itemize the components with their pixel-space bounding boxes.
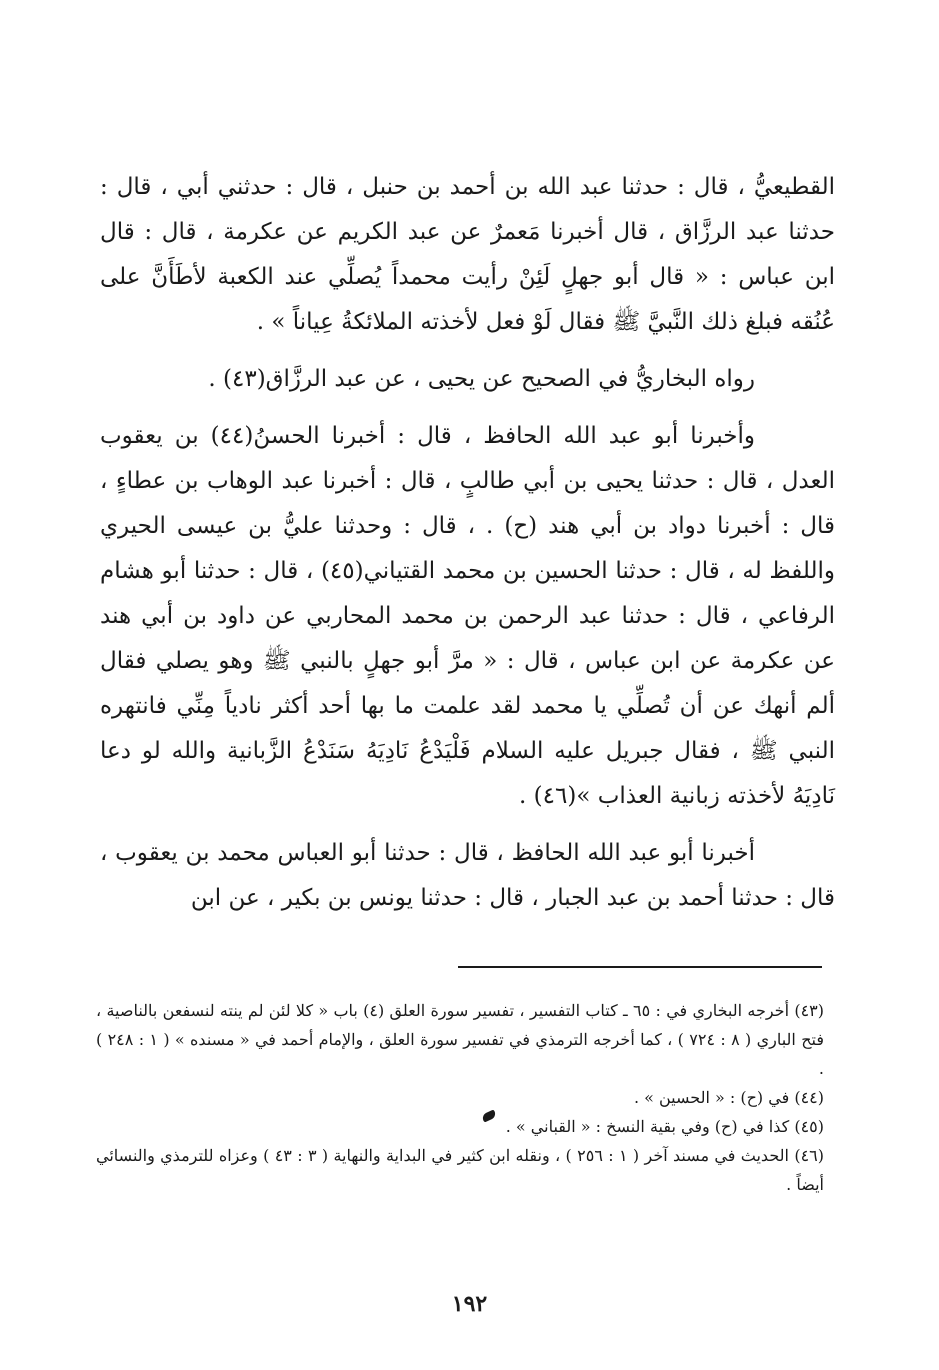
page-number: ١٩٢ <box>451 1291 488 1317</box>
footnote-46: (٤٦) الحديث في مسند آخر ( ١ : ٢٥٦ ) ، ونقله ابن كثير في البداية والنهاية ( ٣ : ٤٣ ) وعزاه للترمذي والنسائي أيضاً . <box>96 1146 824 1194</box>
paragraph-2: رواه البخاريُّ في الصحيح عن يحيى ، عن عبد الرزَّاق(٤٣) . <box>208 366 755 392</box>
footnote-45: (٤٥) كذا في (ح) وفي بقية النسخ : « القباني » . <box>505 1117 824 1136</box>
footnote-44: (٤٤) في (ح) : « الحسين » . <box>633 1088 824 1107</box>
footnote-divider <box>458 966 822 968</box>
paragraph-1: القطيعيُّ ، قال : حدثنا عبد الله بن أحمد بن حنبل ، قال : حدثني أبي ، قال : حدثنا عبد الرزَّاق ، قال أخبرنا مَعمرٌ عن عبد الكريم عن عكرمة ، قال : قال ابن عباس : « قال أبو جهلٍ لَئِنْ رأيت محمداً يُصلِّي عند الكعبة لأطَأَنَّ على عُنُقه فبلغ ذلك النَّبيَّ ﷺ فقال لَوْ فعل لأخذته الملائكةُ عِياناً » . <box>100 174 835 335</box>
paragraph-4: أخبرنا أبو عبد الله الحافظ ، قال : حدثنا أبو العباس محمد بن يعقوب ، قال : حدثنا أحمد بن عبد الجبار ، قال : حدثنا يونس بن بكير ، عن ابن <box>100 840 835 911</box>
footnote-43: (٤٣) أخرجه البخاري في : ٦٥ ـ كتاب التفسير ، تفسير سورة العلق (٤) باب « كلا لئن لم ينته لنسفعن بالناصية ، فتح الباري ( ٨ : ٧٢٤ ) ، كما أخرجه الترمذي في تفسير سورة العلق ، والإمام أحمد في « مسنده » ( ١ : ٢٤٨ ) . <box>96 1001 825 1078</box>
footnotes <box>96 996 824 1199</box>
paragraph-3: وأخبرنا أبو عبد الله الحافظ ، قال : أخبرنا الحسنُ(٤٤) بن يعقوب العدل ، قال : حدثنا يحيى بن أبي طالبٍ ، قال : أخبرنا عبد الوهاب بن عطاءٍ ، قال : أخبرنا دواد بن أبي هند (ح) . ، قال : وحدثنا عليُّ بن عيسى الحيري واللفظ له ، قال : حدثنا الحسين بن محمد القتياني(٤٥) ، قال : حدثنا أبو هشام الرفاعي ، قال : حدثنا عبد الرحمن بن محمد المحاربي عن داود بن أبي هند عن عكرمة عن ابن عباس ، قال : « مرَّ أبو جهلٍ بالنبي ﷺ وهو يصلي فقال ألم أنهك عن أن تُصلِّي يا محمد لقد علمت ما بها أحد أكثر نادياً مِنِّي فانتهره النبي ﷺ ، فقال جبريل عليه السلام فَلْيَدْعُ نَادِيَهُ سَنَدْعُ الزَّبانية والله لو دعا نَادِيَهُ لأخذته زبانية العذاب »(٤٦) . <box>100 423 835 809</box>
main-text <box>100 165 835 921</box>
